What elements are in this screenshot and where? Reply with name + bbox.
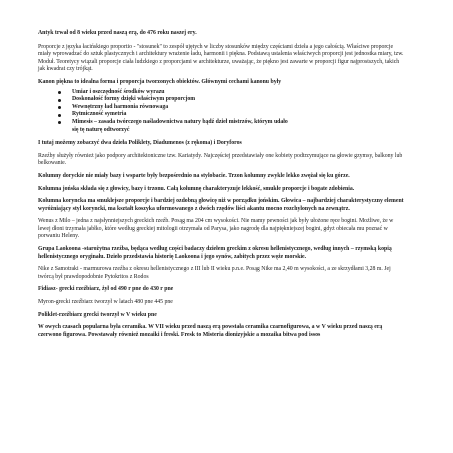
document-heading: Antyk trwał od 8 wieku przed naszą erą, do 476 roku naszej ery. bbox=[38, 30, 197, 36]
corinthian-paragraph: Kolumna koryncka ma smuklejsze proporcje i bardziej ozdobną głowicę niż w porządku jońskim. Głowica – najbardziej charakterystyczny element wyróżniający styl koryncki, ma kształt koszyka uformowanego z dwóch rzędów liści akantu mocno rozchylonych na zewnątrz. bbox=[38, 198, 404, 212]
laocoon-paragraph: Grupa Laokoona -starożytna rzeźba, będąca według części badaczy dziełem greckim z okresu hellenistycznego, według innych – rzymską kopią hellenistycznego oryginału. Dzieło przedstawia historię Laokoona i jego synów, zabitych przez węże morskie. bbox=[38, 246, 392, 260]
mimesis-line-1: Mimesis – zasada twórczego naśladownictwa natury bądź dzieł mistrzów, którym udało bbox=[72, 118, 288, 125]
canon-list bbox=[38, 89, 407, 135]
venus-paragraph: Wenus z Milo – jedna z najsłynniejszych greckich rzeźb. Posąg ma 204 cm wysokości. Nie mamy pewności jak były ułożone ręce bogini. Możliwe, że w lewej dłoni trzymała jabłko, które według greckiej mitologii otrzymała od Parysa, jako nagrodę dla najpiękniejszej bogini, gdyż obiecała mu poznać w porwaniu Heleny. bbox=[38, 218, 394, 240]
ceramics-paragraph: W owych czasach popularna była ceramika. W VII wieku przed naszą erą powstała ceramika czarnofigurowa, a w V wieku przed naszą erą czerwono figurowa. Powstawały również mozaiki i freski. Fresk to Misteria dionizyjskie a mozaika bitwa pod issos bbox=[38, 324, 383, 338]
karyatids-paragraph: Rzeźby służyły również jako podpory architektoniczne tzw. Kariatydy. Najczęściej przedstawiały one kobiety podtrzymujące na głowie gzymsy, balkony lub belkowanie. bbox=[38, 152, 403, 167]
poliklet-line: Poliklet-rzeźbiarz grecki tworzył w V wieku pne bbox=[38, 311, 157, 318]
nike-paragraph: Nike z Samotraki - marmurowa rzeźba z okresu hellenistycznego z III lub II wieku p.n.e. Posąg Nike ma 2,40 m wysokości, a ze skrzydłami 3,28 m. Jej twórcą był prawdopodobnie Pytokritos z Rodos bbox=[38, 266, 391, 280]
doric-paragraph: Kolumny doryckie nie miały bazy i wsparte były bezpośrednio na stylobacie. Trzon kolumny zwykle lekko zwężał się ku górze. bbox=[38, 172, 350, 179]
fidiasz-line: Fidiasz- grecki rzeźbiarz, żył od 490 r pne do 430 r pne bbox=[38, 286, 174, 293]
list-item: Rytmiczność symetria bbox=[38, 111, 407, 119]
list-item: Umiar i oszczędność środków wyrazu bbox=[38, 89, 407, 97]
proportions-paragraph: Proporcje z języka łacińskiego proportio - "stosunek" to zespół ujętych w liczby stosunków między częściami dzieła a jego całością. Właściwe proporcje miały wprowadzać do sztuk plastycznych i architektury wrażenie ładu, harmonii i piękna. Podstawą ustalenia właściwych proporcji jest jednostka miary, tzw. Moduł. Teoretycy wiązali proporcje ciała ludzkiego z proporcjami w architekturze, uważając, że piękno jest zawarte w proporcji figur najprostszych, takich jak kwadrat czy trójkąt. bbox=[38, 43, 404, 73]
list-item: Doskonałość formy dzięki właściwym proporcjom bbox=[38, 96, 407, 104]
myron-line: Myron-grecki rzeźbiarz tworzył w latach 480 pne 445 pne bbox=[38, 299, 173, 306]
canon-intro: Kanon piękna to idealna forma i proporcja tworzonych obiektów. Głównymi cechami kanonu były bbox=[38, 78, 282, 85]
examples-line: I tutaj możemy zobaczyć dwa dzieła Poliklety, Diadumenos (z rękoma) i Doryforos bbox=[38, 140, 242, 147]
ionic-paragraph: Kolumna jońska składa się z głowicy, bazy i trzonu. Całą kolumnę charakteryzuje lekkość, smukłe proporcje i bogate zdobienia. bbox=[38, 185, 355, 192]
list-item bbox=[38, 119, 407, 134]
mimesis-line-2: się tę naturę odtworzyć bbox=[72, 126, 130, 133]
list-item: Wewnętrzny ład harmonia równowaga bbox=[38, 104, 407, 112]
